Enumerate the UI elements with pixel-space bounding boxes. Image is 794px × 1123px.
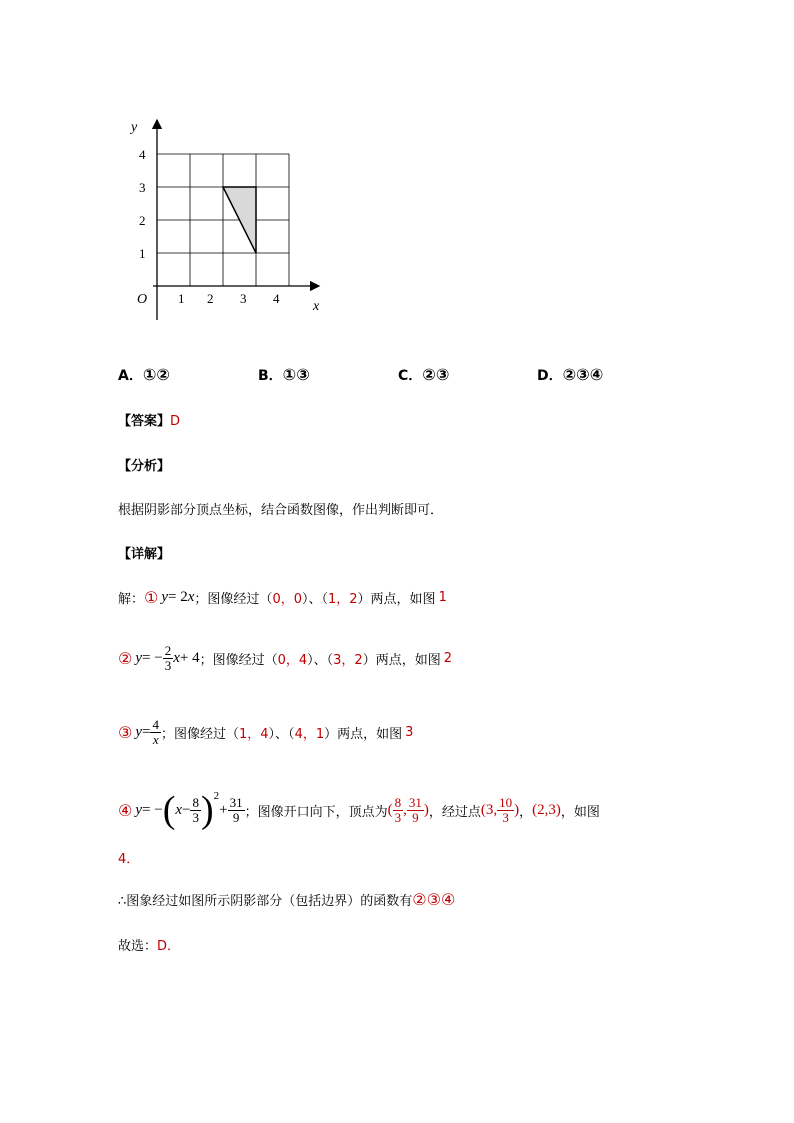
option-a[interactable] [118,365,170,385]
option-a-letter: A． [118,368,143,384]
item-1-point-2: 1，2 [328,591,358,607]
conclusion-text: ∴图象经过如图所示阴影部分（包括边界）的函数有 [118,894,413,909]
item-4-py-num: 10 [499,794,513,810]
final-choice-label: 故选： [118,939,158,954]
item-4-exponent: 2 [213,790,220,802]
item-3-text-a: ；图像经过（ [160,726,239,742]
item-2-eq: = − [142,649,163,666]
item-4-vertex-y [407,796,424,825]
option-c[interactable] [398,365,449,385]
item-2-lhs: y [135,649,143,666]
item-4-frac2-den: 9 [232,809,240,825]
item-3-figure-ref: 3 [405,724,414,740]
item-4-point-y [497,796,514,825]
item-4-fraction-1 [190,796,201,825]
item-4-vx-den: 3 [394,809,402,825]
y-axis-label: y [131,120,138,135]
option-b-value: ①③ [282,365,310,384]
item-4-text-c: ， [519,804,533,820]
item-2-number: ② [118,648,133,668]
item-2-text-c: ）两点，如图 [362,652,441,668]
y-tick-label: 4 [139,147,146,162]
item-3-text-c: ）两点，如图 [324,726,403,742]
item-1-point-1: 0，0 [272,591,302,607]
item-4-lhs: y [135,801,143,818]
item-3-frac-num: 4 [152,716,159,732]
item-4-point-lparen: (3, [480,801,498,818]
option-b[interactable] [258,365,310,385]
item-2-frac-den: 3 [164,657,172,673]
option-b-letter: B． [258,368,283,384]
answer-line [118,410,180,429]
item-1-number: ① [144,587,159,607]
item-3-point-1: 1，4 [239,726,269,742]
x-tick-label: 4 [273,291,280,306]
item-3-frac-den: x [152,731,159,747]
option-d[interactable] [537,365,603,385]
analysis-text: 根据阴影部分顶点坐标，结合函数图像，作出判断即可． [118,503,444,518]
item-4-fraction-2 [228,796,245,825]
item-4-left-paren: ( [162,789,176,831]
item-2-frac-num: 2 [164,642,172,658]
item-4-text-a: ；图像开口向下，顶点为 [244,804,388,820]
analysis-label: 【分析】 [118,459,171,474]
final-choice-line [118,935,180,954]
option-d-letter: D． [537,368,563,384]
detail-prefix: 解： [118,591,145,607]
detail-line-2 [118,640,452,676]
option-c-value: ②③ [422,365,450,384]
item-2-rest: + 4 [179,649,200,666]
item-2-var: x [173,649,180,666]
item-2-point-2: 3，2 [333,652,363,668]
x-tick-label: 3 [240,291,247,306]
item-2-text-a: ；图像经过（ [199,652,278,668]
option-c-letter: C． [398,368,423,384]
option-d-value: ②③④ [562,365,604,384]
option-a-value: ①② [142,365,170,384]
detail-line-1 [118,586,447,608]
detail-line-4 [118,788,600,832]
item-1-lhs: y [161,588,169,605]
item-4-point-2: (2,3) [532,801,561,818]
item-1-text-c: ）两点，如图 [357,591,436,607]
detail-line-3 [118,714,413,750]
item-4-minus: − [182,801,191,818]
item-4-var: x [175,801,183,818]
item-4-number: ④ [118,800,133,820]
item-4-figure-ref: 4． [118,852,140,867]
y-tick-label: 2 [139,213,146,228]
item-4-text-d: ，如图 [560,804,600,820]
item-3-lhs: y [135,723,143,740]
conclusion-result: ②③④ [412,890,456,909]
item-2-fraction [163,644,174,673]
item-2-point-1: 0，4 [277,652,308,668]
item-3-eq: = [142,723,151,740]
item-3-point-2: 4，1 [294,726,325,742]
item-1-var: x [187,588,195,605]
item-4-right-paren: ) [200,789,214,831]
y-tick-label: 3 [139,180,146,195]
item-1-figure-ref: 1 [438,589,447,605]
item-4-frac2-num: 31 [229,794,243,810]
item-4-eq: = − [142,801,163,818]
x-axis-label: x [313,299,320,314]
item-4-text-b: ，经过点 [428,804,481,820]
item-4-vertex-comma: , [403,801,407,818]
item-4-vx-num: 8 [394,794,402,810]
item-4-plus: + [219,801,228,818]
item-4-vy-den: 9 [412,809,419,825]
item-1-text-b: ）、（ [301,591,328,607]
detail-label: 【详解】 [118,547,171,562]
item-4-vertex-lparen: ( [387,801,393,818]
item-4-vy-num: 31 [408,794,422,810]
item-4-vertex-x [393,796,404,825]
x-tick-label: 1 [178,291,185,306]
origin-label: O [137,292,148,307]
item-1-eq: = 2 [168,588,188,605]
item-2-text-b: ）、（ [307,652,334,668]
item-1-text-a: ；图像经过（ [194,591,273,607]
final-choice-value: D． [157,939,181,954]
item-3-fraction [150,718,161,747]
answer-value: D [170,414,181,429]
coordinate-figure [115,112,335,327]
x-tick-label: 2 [207,291,214,306]
answer-label: 【答案】 [118,414,171,429]
item-3-text-b: ）、（ [268,726,295,742]
item-4-frac1-den: 3 [192,809,199,825]
item-4-frac1-num: 8 [192,794,199,810]
item-4-py-den: 3 [502,809,509,825]
y-tick-label: 1 [139,246,146,261]
grid [157,154,289,286]
conclusion-line [118,890,455,909]
item-4-point-rparen: ) [514,801,520,818]
item-4-vertex-rparen: ) [423,801,429,818]
item-2-figure-ref: 2 [443,650,452,666]
item-3-number: ③ [118,722,133,742]
